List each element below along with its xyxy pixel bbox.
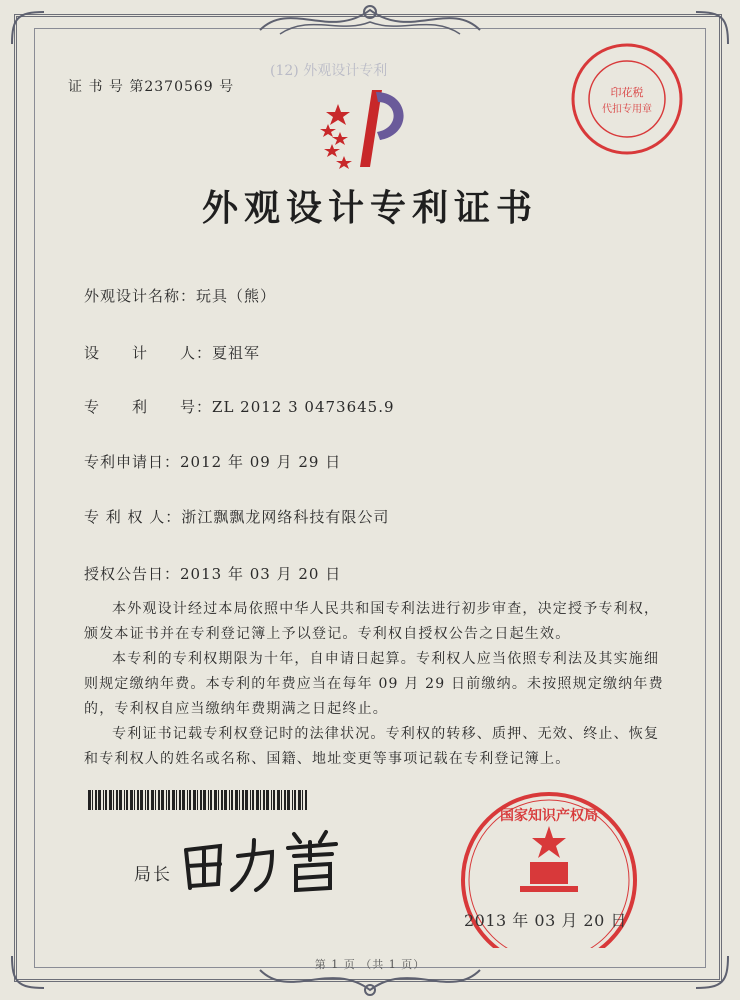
certificate-number: 证 书 号 第2370569 号 <box>68 79 235 95</box>
patentee-field <box>84 506 389 527</box>
filing-date-field <box>84 451 341 472</box>
body-paragraph: 专利证书记载专利权登记时的法律状况。专利权的转移、质押、无效、终止、恢复和专利权人的姓名或名称、国籍、地址变更等事项记载在专利登记簿上。 <box>84 726 660 767</box>
barcode-icon <box>88 790 308 810</box>
page-number: 第 1 页 （共 1 页） <box>314 958 426 971</box>
corner-ornament-icon <box>8 8 48 48</box>
design-name-field <box>84 285 276 306</box>
designer-field <box>84 342 260 363</box>
certificate-body <box>84 597 664 772</box>
body-paragraph: 本专利的专利权期限为十年，自申请日起算。专利权人应当依照专利法及其实施细则规定缴纳年费。本专利的年费应当在每年 09 月 29 日前缴纳。未按照规定缴纳年费的，专利权自应当缴纳年费期满之日起终止。 <box>84 651 664 717</box>
patent-office-logo-icon <box>310 82 420 172</box>
patent-number-field <box>84 396 395 417</box>
tax-stamp <box>568 40 686 158</box>
svg-text:国家知识产权局: 国家知识产权局 <box>500 808 598 824</box>
director-signature <box>176 820 366 900</box>
patentee-value: 浙江飘飘龙网络科技有限公司 <box>181 508 390 526</box>
certificate-title: 外观设计专利证书 <box>201 187 538 229</box>
seal-date: 2013 年 03 月 20 日 <box>464 911 627 930</box>
filing-date-value: 2012 年 09 月 29 日 <box>180 453 342 471</box>
director-label: 局长 <box>134 865 172 885</box>
corner-ornament-icon <box>692 8 732 48</box>
grant-date-label: 授权公告日： <box>84 565 181 583</box>
svg-text:印花税: 印花税 <box>610 86 644 99</box>
patentee-label: 专 利 权 人： <box>84 508 182 526</box>
design-name-value: 玩具（熊） <box>196 287 277 305</box>
designer-label: 设 计 人： <box>84 344 213 362</box>
filing-date-label: 专利申请日： <box>84 453 181 471</box>
body-paragraph: 本外观设计经过本局依照中华人民共和国专利法进行初步审查，决定授予专利权，颁发本证书并在专利登记簿上予以登记。专利权自授权公告之日起生效。 <box>84 601 660 642</box>
patent-number-value: ZL 2012 3 0473645.9 <box>212 398 395 416</box>
designer-value: 夏祖军 <box>212 344 261 362</box>
grant-date-field <box>84 563 341 584</box>
faint-background-text: (12) 外观设计专利 <box>270 63 388 79</box>
grant-date-value: 2013 年 03 月 20 日 <box>180 565 342 583</box>
design-name-label: 外观设计名称： <box>84 287 197 305</box>
svg-text:代扣专用章: 代扣专用章 <box>602 104 652 115</box>
top-ornament-icon <box>250 0 490 42</box>
patent-number-label: 专 利 号： <box>84 398 213 416</box>
